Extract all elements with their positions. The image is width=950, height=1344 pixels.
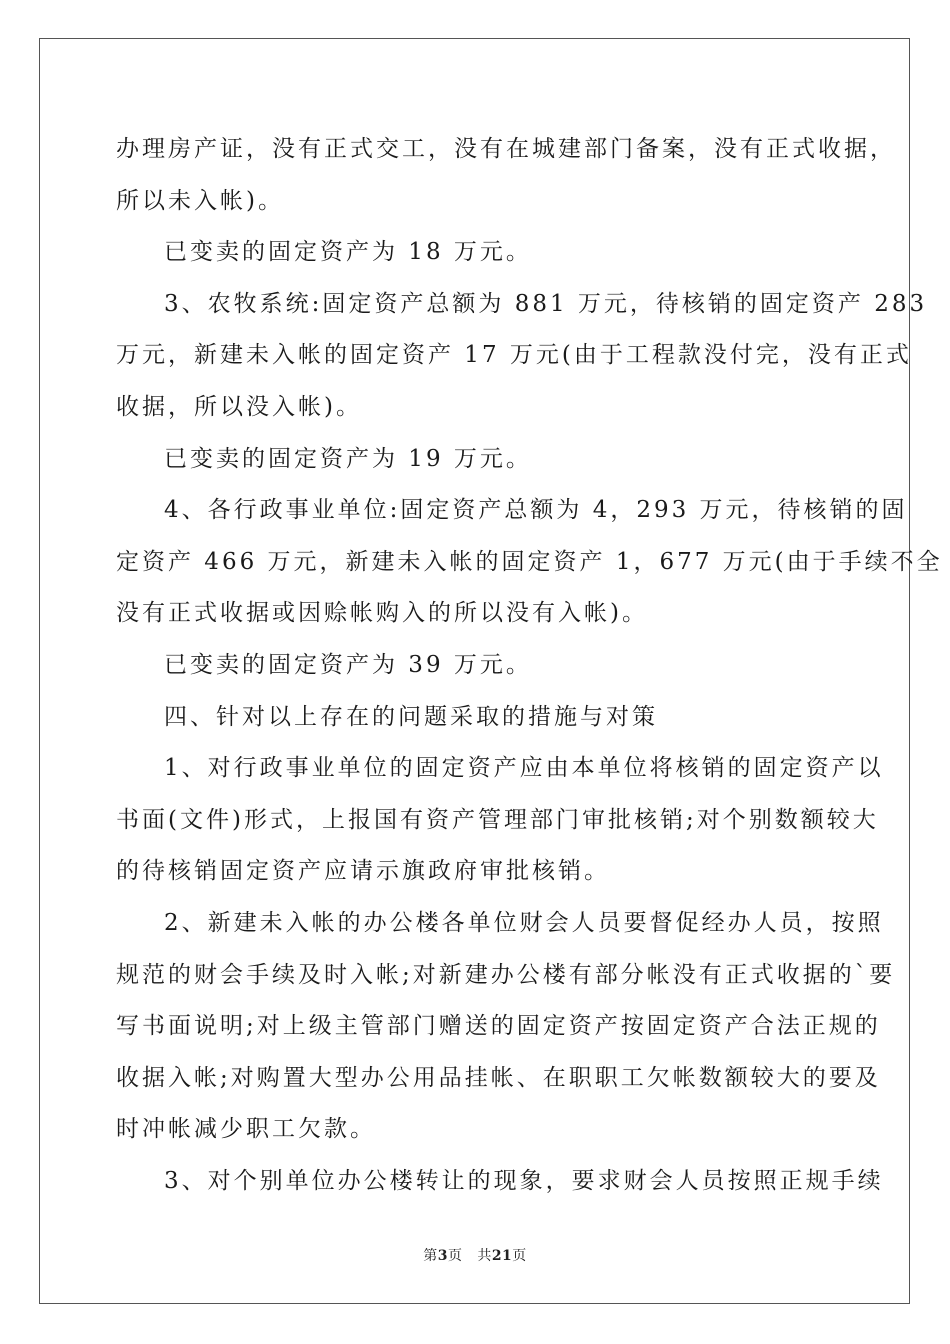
total-prefix: 共 xyxy=(477,1248,492,1264)
page-suffix: 页 xyxy=(447,1248,463,1264)
text-line: 万元，新建未入帐的固定资产 17 万元(由于工程款没付完，没有正式 xyxy=(116,342,912,369)
text-line: 规范的财会手续及时入帐;对新建办公楼有部分帐没有正式收据的`要 xyxy=(116,961,896,988)
text-line: 已变卖的固定资产为 39 万元。 xyxy=(164,651,532,678)
text-line: 所以未入帐)。 xyxy=(116,187,284,214)
text-line: 书面(文件)形式，上报国有资产管理部门审批核销;对个别数额较大 xyxy=(116,806,879,833)
text-line: 4、各行政事业单位:固定资产总额为 4，293 万元，待核销的固 xyxy=(164,497,908,524)
text-line: 没有正式收据或因赊帐购入的所以没有入帐)。 xyxy=(116,600,648,627)
page-number: 3 xyxy=(437,1248,448,1264)
text-line: 1、对行政事业单位的固定资产应由本单位将核销的固定资产以 xyxy=(164,755,884,782)
text-line: 时冲帐减少职工欠款。 xyxy=(116,1116,376,1143)
text-line: 收据入帐;对购置大型办公用品挂帐、在职职工欠帐数额较大的要及 xyxy=(116,1064,881,1091)
text-line: 写书面说明;对上级主管部门赠送的固定资产按固定资产合法正规的 xyxy=(116,1013,881,1040)
page-footer xyxy=(0,1245,950,1265)
text-line: 收据，所以没入帐)。 xyxy=(116,393,362,420)
text-line: 的待核销固定资产应请示旗政府审批核销。 xyxy=(116,858,610,885)
page-prefix: 第 xyxy=(423,1248,438,1264)
text-line: 已变卖的固定资产为 19 万元。 xyxy=(164,445,532,472)
text-line: 3、农牧系统:固定资产总额为 881 万元，待核销的固定资产 283 xyxy=(164,290,928,317)
document-body xyxy=(116,124,943,1207)
total-suffix: 页 xyxy=(512,1248,527,1264)
section-heading: 四、针对以上存在的问题采取的措施与对策 xyxy=(164,703,658,730)
text-line: 2、新建未入帐的办公楼各单位财会人员要督促经办人员，按照 xyxy=(164,909,884,936)
text-line: 3、对个别单位办公楼转让的现象，要求财会人员按照正规手续 xyxy=(164,1167,884,1194)
text-line: 已变卖的固定资产为 18 万元。 xyxy=(164,239,532,266)
text-line: 办理房产证，没有正式交工，没有在城建部门备案，没有正式收据， xyxy=(116,136,896,162)
text-line: 定资产 466 万元，新建未入帐的固定资产 1，677 万元(由于手续不全 xyxy=(116,548,943,575)
total-pages: 21 xyxy=(491,1248,513,1264)
